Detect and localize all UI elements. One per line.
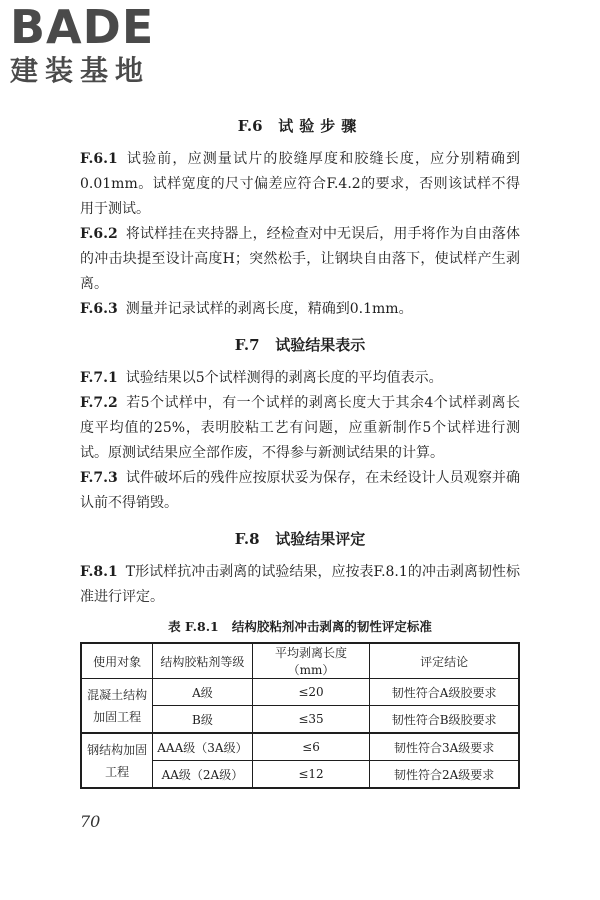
section-heading: 试验结果评定 (275, 530, 366, 548)
paragraph-f6-3 (80, 297, 520, 322)
header-grade: 结构胶粘剂等级 (153, 643, 253, 679)
header-result: 评定结论 (370, 643, 519, 679)
paragraph-f6-2 (80, 222, 520, 297)
cell-grade: AA级（2A级） (153, 761, 253, 789)
cell-object: 混凝土结构加固工程 (81, 679, 153, 734)
logo-wordmark: BADE (10, 0, 155, 54)
paragraph-text: 试件破坏后的残件应按原状妥为保存，在未经设计人员观察并确认前不得销毁。 (80, 470, 520, 511)
paragraph-number: F.7.2 (80, 395, 118, 411)
paragraph-number: F.6.2 (80, 226, 118, 242)
paragraph-text: 试验结果以5个试样测得的剥离长度的平均值表示。 (125, 370, 443, 386)
document-body (80, 113, 520, 789)
paragraph-text: 将试样挂在夹持器上，经检查对中无误后，用手将作为自由落体的冲击块提至设计高度H；突然松手，让钢块自由落下，使试样产生剥离。 (80, 226, 520, 292)
cell-result: 韧性符合B级胶要求 (370, 706, 519, 734)
paragraph-text: 测量并记录试样的剥离长度，精确到0.1mm。 (125, 301, 413, 317)
cell-grade: B级 (153, 706, 253, 734)
cell-object: 钢结构加固工程 (81, 733, 153, 788)
paragraph-f7-3 (80, 466, 520, 516)
table-row (81, 679, 519, 706)
cell-grade: A级 (153, 679, 253, 706)
paragraph-f7-2 (80, 391, 520, 466)
section-heading: 试验步骤 (278, 117, 363, 135)
table-row (81, 733, 519, 761)
paragraph-number: F.6.1 (80, 151, 118, 167)
section-number: F.6 (237, 117, 263, 135)
cell-length: ≤35 (252, 706, 370, 734)
logo (10, 0, 175, 90)
paragraph-f7-1 (80, 366, 520, 391)
table-caption (80, 616, 520, 638)
cell-grade: AAA级（3A级） (153, 733, 253, 761)
paragraph-number: F.7.3 (80, 470, 118, 486)
cell-length: ≤20 (252, 679, 370, 706)
cell-length: ≤6 (252, 733, 370, 761)
section-title-f8 (80, 526, 520, 552)
paragraph-f6-1 (80, 147, 520, 222)
table-header-row (81, 643, 519, 679)
paragraph-text: T形试样抗冲击剥离的试验结果，应按表F.8.1的冲击剥离韧性标准进行评定。 (80, 564, 520, 605)
header-length: 平均剥离长度（mm） (252, 643, 370, 679)
paragraph-number: F.7.1 (80, 370, 118, 386)
paragraph-number: F.6.3 (80, 301, 118, 317)
cell-result: 韧性符合A级胶要求 (370, 679, 519, 706)
paragraph-number: F.8.1 (80, 564, 118, 580)
section-heading: 试验结果表示 (275, 336, 366, 354)
cell-result: 韧性符合3A级要求 (370, 733, 519, 761)
table-caption-text: 结构胶粘剂冲击剥离的韧性评定标准 (231, 619, 432, 634)
section-number: F.7 (234, 336, 260, 354)
paragraph-f8-1 (80, 560, 520, 610)
cell-result: 韧性符合2A级要求 (370, 761, 519, 789)
cell-length: ≤12 (252, 761, 370, 789)
table-number: 表 F.8.1 (168, 619, 219, 634)
toughness-criteria-table (80, 642, 520, 789)
section-title-f7 (80, 332, 520, 358)
paragraph-text: 试验前，应测量试片的胶缝厚度和胶缝长度，应分别精确到0.01mm。试样宽度的尺寸偏差应符合F.4.2的要求，否则该试样不得用于测试。 (80, 151, 520, 217)
paragraph-text: 若5个试样中，有一个试样的剥离长度大于其余4个试样剥离长度平均值的25%，表明胶粘工艺有问题，应重新制作5个试样进行测试。原测试结果应全部作废，不得参与新测试结果的计算。 (80, 395, 520, 461)
logo-subtitle: 建装基地 (10, 54, 151, 87)
section-number: F.8 (234, 530, 260, 548)
section-title-f6 (80, 113, 520, 139)
page-number: 70 (80, 812, 101, 831)
header-object: 使用对象 (81, 643, 153, 679)
